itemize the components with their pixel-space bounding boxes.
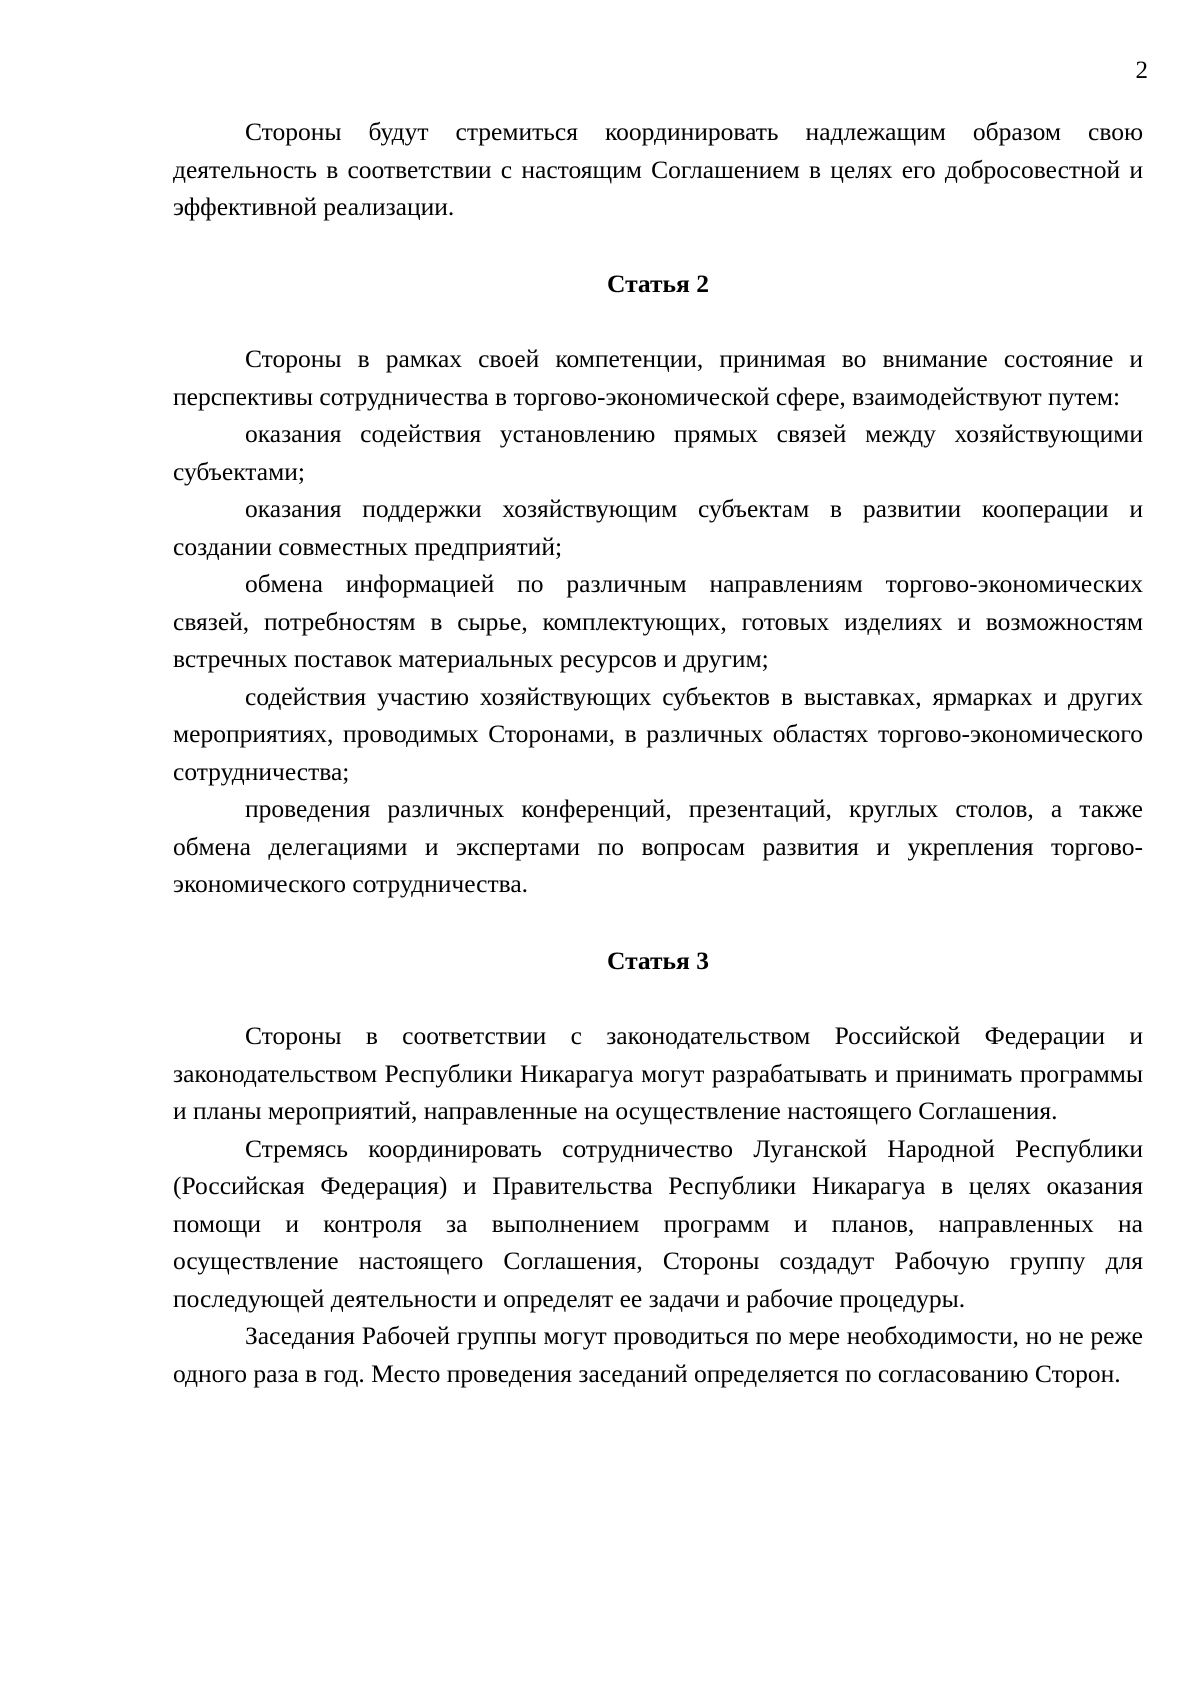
article-3-paragraph: Заседания Рабочей группы могут проводиться по мере необходимости, но не реже одного раза в год. Место проведения заседаний определяется по согласованию Сторон. bbox=[173, 1321, 1143, 1388]
page-number: 2 bbox=[1135, 57, 1148, 84]
intro-paragraph: Стороны будут стремиться координировать надлежащим образом свою деятельность в соответствии с настоящим Соглашением в целях его добросовестной и эффективной реализации. bbox=[173, 117, 1143, 221]
document-body bbox=[173, 113, 1143, 1392]
article-3-paragraph: Стороны в соответствии с законодательством Российской Федерации и законодательством Республики Никарагуа могут разрабатывать и принимать программы и планы мероприятий, направленные на осуществление настоящего Соглашения. bbox=[173, 1021, 1143, 1125]
article-2-paragraph: оказания поддержки хозяйствующим субъектам в развитии кооперации и создании совместных предприятий; bbox=[173, 494, 1143, 561]
article-2-paragraph: обмена информацией по различным направлениям торгово-экономических связей, потребностям в сырье, комплектующих, готовых изделиях и возможностям встречных поставок материальных ресурсов и другим; bbox=[173, 569, 1143, 673]
article-2-paragraph: проведения различных конференций, презентаций, круглых столов, а также обмена делегациями и экспертами по вопросам развития и укрепления торгово-экономического сотрудничества. bbox=[173, 794, 1143, 898]
article-2-paragraph: оказания содействия установлению прямых связей между хозяйствующими субъектами; bbox=[173, 419, 1143, 486]
article-2-paragraph: Стороны в рамках своей компетенции, принимая во внимание состояние и перспективы сотрудничества в торгово-экономической сфере, взаимодействуют путем: bbox=[173, 344, 1143, 411]
article-3-heading: Статья 3 bbox=[607, 945, 709, 975]
article-2-paragraph: содействия участию хозяйствующих субъектов в выставках, ярмарках и других мероприятиях, проводимых Сторонами, в различных областях торгово-экономического сотрудничества; bbox=[173, 681, 1143, 786]
article-2-heading: Статья 2 bbox=[607, 268, 709, 298]
article-3-paragraph: Стремясь координировать сотрудничество Луганской Народной Республики (Российская Федерация) и Правительства Республики Никарагуа в целях оказания помощи и контроля за выполнением программ и планов, направленных на осуществление настоящего Соглашения, Стороны создадут Рабочую группу для последующей деятельности и определят ее задачи и рабочие процедуры. bbox=[173, 1133, 1143, 1313]
